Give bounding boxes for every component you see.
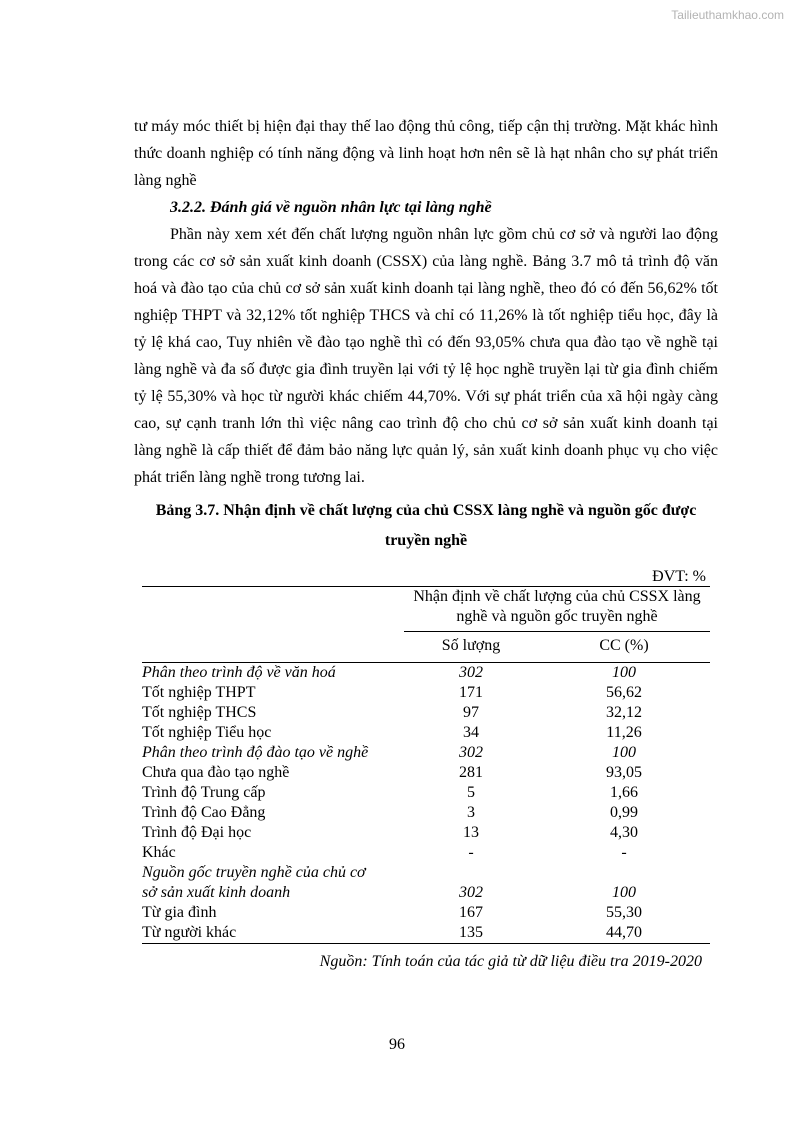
row-percent: 100 <box>612 884 636 901</box>
row-label: Chưa qua đào tạo nghề <box>142 764 290 781</box>
table-row <box>142 683 710 703</box>
table-row <box>142 863 710 883</box>
table-row <box>142 723 710 743</box>
row-percent: 0,99 <box>610 804 638 821</box>
row-percent: 55,30 <box>606 904 642 921</box>
row-percent: - <box>621 844 627 861</box>
row-count <box>404 863 538 883</box>
row-count: - <box>468 844 474 861</box>
row-label: Tốt nghiệp THPT <box>142 684 256 701</box>
row-percent: 56,62 <box>606 684 642 701</box>
table-title-line1: Bảng 3.7. Nhận định về chất lượng của chủ CSSX làng nghề và nguồn gốc được <box>155 502 697 519</box>
row-label: Trình độ Trung cấp <box>142 784 266 801</box>
table-row <box>142 763 710 783</box>
header-group: Nhận định về chất lượng của chủ CSSX làng nghề và nguồn gốc truyền nghề <box>404 587 710 632</box>
row-label: Tốt nghiệp THCS <box>142 704 257 721</box>
table-source: Nguồn: Tính toán của tác giả từ dữ liệu điều tra 2019-2020 <box>319 953 702 970</box>
row-label: Nguồn gốc truyền nghề của chủ cơ <box>142 864 366 881</box>
page-number: 96 <box>389 1036 405 1053</box>
row-label: Trình độ Cao Đẳng <box>142 804 266 821</box>
row-count: 302 <box>459 744 483 761</box>
body-paragraph: Phần này xem xét đến chất lượng nguồn nhân lực gồm chủ cơ sở và người lao động trong các cơ sở sản xuất kinh doanh (CSSX) của làng nghề. Bảng 3.7 mô tả trình độ văn hoá và đào tạo của chủ cơ sở sản xuất kinh doanh tại làng nghề, theo đó có đến 56,62% tốt nghiệp THPT và 32,12% tốt nghiệp THCS và chỉ có 11,26% là tốt nghiệp tiểu học, đây là tỷ lệ khá cao, Tuy nhiên về đào tạo nghề thì có đến 93,05% chưa qua đào tạo về nghề tại làng nghề và đa số được gia đình truyền lại với tỷ lệ học nghề truyền lại từ gia đình chiếm tỷ lệ 55,30% và học từ người khác chiếm 44,70%. Với sự phát triển của xã hội ngày càng cao, sự cạnh tranh lớn thì việc nâng cao trình độ cho chủ cơ sở sản xuất kinh doanh tại làng nghề là cấp thiết để đảm bảo năng lực quản lý, sản xuất kinh doanh phục vụ cho việc phát triển làng nghề trong tương lai. <box>134 226 718 486</box>
data-table <box>142 586 710 944</box>
table-row <box>142 883 710 903</box>
row-label: Khác <box>142 844 176 861</box>
table-row <box>142 783 710 803</box>
row-count: 167 <box>459 904 483 921</box>
row-label: Từ gia đình <box>142 904 217 921</box>
table-title-line2: truyền nghề <box>384 532 468 549</box>
table-row <box>142 823 710 843</box>
row-percent: 44,70 <box>538 923 710 944</box>
header-count: Số lượng <box>404 632 538 663</box>
table-header-row <box>142 587 710 632</box>
table-row <box>142 703 710 723</box>
header-empty-cell <box>142 587 404 663</box>
row-percent: 11,26 <box>606 724 642 741</box>
table-row <box>142 803 710 823</box>
row-label: Trình độ Đại học <box>142 824 252 841</box>
row-percent: 100 <box>612 664 636 681</box>
row-count: 302 <box>459 664 483 681</box>
row-label: Phân theo trình độ về văn hoá <box>142 664 336 681</box>
row-count: 13 <box>463 824 479 841</box>
row-percent: 1,66 <box>610 784 638 801</box>
row-percent: 93,05 <box>606 764 642 781</box>
row-percent: 100 <box>612 744 636 761</box>
table-title <box>134 496 718 556</box>
row-count: 34 <box>463 724 479 741</box>
row-percent <box>538 863 710 883</box>
row-count: 281 <box>459 764 483 781</box>
row-count: 3 <box>467 804 475 821</box>
table-row <box>142 843 710 863</box>
intro-paragraph: tư máy móc thiết bị hiện đại thay thế lao động thủ công, tiếp cận thị trường. Mặt khác hình thức doanh nghiệp có tính năng động và linh hoạt hơn nên sẽ là hạt nhân cho sự phát triển làng nghề <box>134 118 718 189</box>
row-label: Từ người khác <box>142 923 404 944</box>
header-percent: CC (%) <box>538 632 710 663</box>
row-percent: 32,12 <box>606 704 642 721</box>
row-count: 97 <box>463 704 479 721</box>
table-row <box>142 903 710 923</box>
row-label: sở sản xuất kinh doanh <box>142 884 291 901</box>
table-row <box>142 743 710 763</box>
row-count: 5 <box>467 784 475 801</box>
table-unit: ĐVT: % <box>652 568 706 585</box>
section-heading: 3.2.2. Đánh giá về nguồn nhân lực tại làng nghề <box>170 199 492 216</box>
row-count: 171 <box>459 684 483 701</box>
row-label: Phân theo trình độ đào tạo về nghề <box>142 744 369 761</box>
watermark: Tailieuthamkhao.com <box>671 8 784 22</box>
page-content <box>134 113 718 972</box>
table-row <box>142 663 710 684</box>
row-label: Tốt nghiệp Tiểu học <box>142 724 272 741</box>
row-count: 302 <box>459 884 483 901</box>
row-count: 135 <box>404 923 538 944</box>
row-percent: 4,30 <box>610 824 638 841</box>
table-row <box>142 923 710 944</box>
